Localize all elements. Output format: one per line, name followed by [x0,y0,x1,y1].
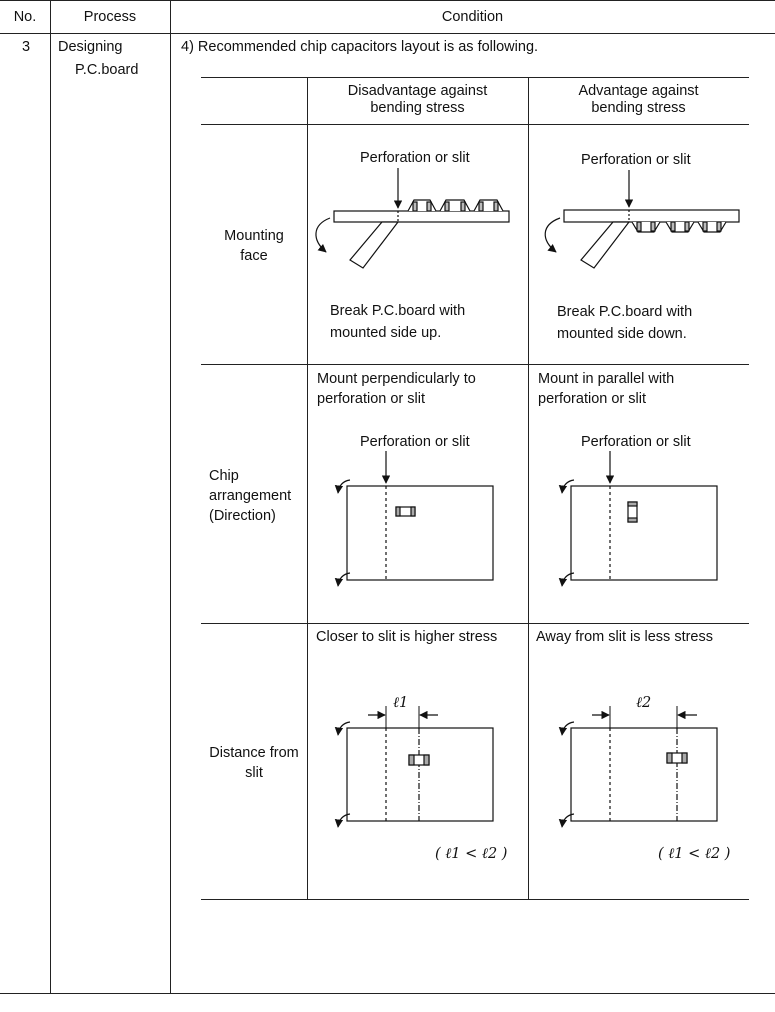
header-condition: Condition [441,9,504,25]
chip-icon [698,222,726,232]
condition-intro: 4) Recommended chip capacitors layout is as following. [181,39,539,55]
header-process: Process [83,9,137,25]
perforation-label-r2-left: Perforation or slit [360,434,470,450]
dimension-label-l2: ℓ2 [636,695,652,711]
distance-diagram-left [338,706,493,827]
chip-icon [666,222,694,232]
mounting-diagram-right [545,170,739,268]
process-line-2: P.C.board [75,62,139,78]
row-label-arrangement: Chip arrangement (Direction) [209,468,292,524]
formula-left: ( ℓ1 < ℓ2 ) [435,846,508,862]
dimension-label-l1: ℓ1 [393,695,409,711]
chip-icon [396,507,415,516]
perforation-label-r1-right: Perforation or slit [581,152,691,168]
perforation-label-r1-left: Perforation or slit [360,150,470,166]
distance-note-left: Closer to slit is higher stress [316,629,498,645]
header-no: No. [13,9,37,25]
mounting-note-right: Break P.C.board with mounted side down. [557,304,693,342]
distance-diagram-right [562,706,717,827]
chip-icon [474,200,503,211]
chip-icon [409,755,429,765]
process-line-1: Designing [58,39,123,55]
mounting-note-left: Break P.C.board with mounted side up. [330,303,466,341]
arrangement-diagram-right [562,451,717,586]
chip-icon [667,753,687,763]
row-label-mounting: Mounting face [224,228,284,264]
arrangement-note-right: Mount in parallel with perforation or slit [538,371,675,407]
formula-right: ( ℓ1 < ℓ2 ) [658,846,731,862]
col-header-advantage: Advantage against bending stress [578,83,699,116]
bend-arrow-icon [545,218,560,252]
col-header-disadvantage: Disadvantage against bending stress [347,83,488,116]
distance-note-right: Away from slit is less stress [536,629,713,645]
chip-icon [440,200,470,211]
arrangement-note-left: Mount perpendicularly to perforation or slit [317,371,476,407]
arrangement-diagram-left [338,451,493,586]
mounting-diagram-left [316,168,509,268]
row-number: 3 [22,39,31,55]
chip-icon [632,222,660,232]
bend-arrow-icon [316,218,330,252]
perforation-label-r2-right: Perforation or slit [581,434,691,450]
chip-icon [628,502,637,522]
row-label-distance: Distance from slit [209,745,299,781]
chip-icon [408,200,436,211]
